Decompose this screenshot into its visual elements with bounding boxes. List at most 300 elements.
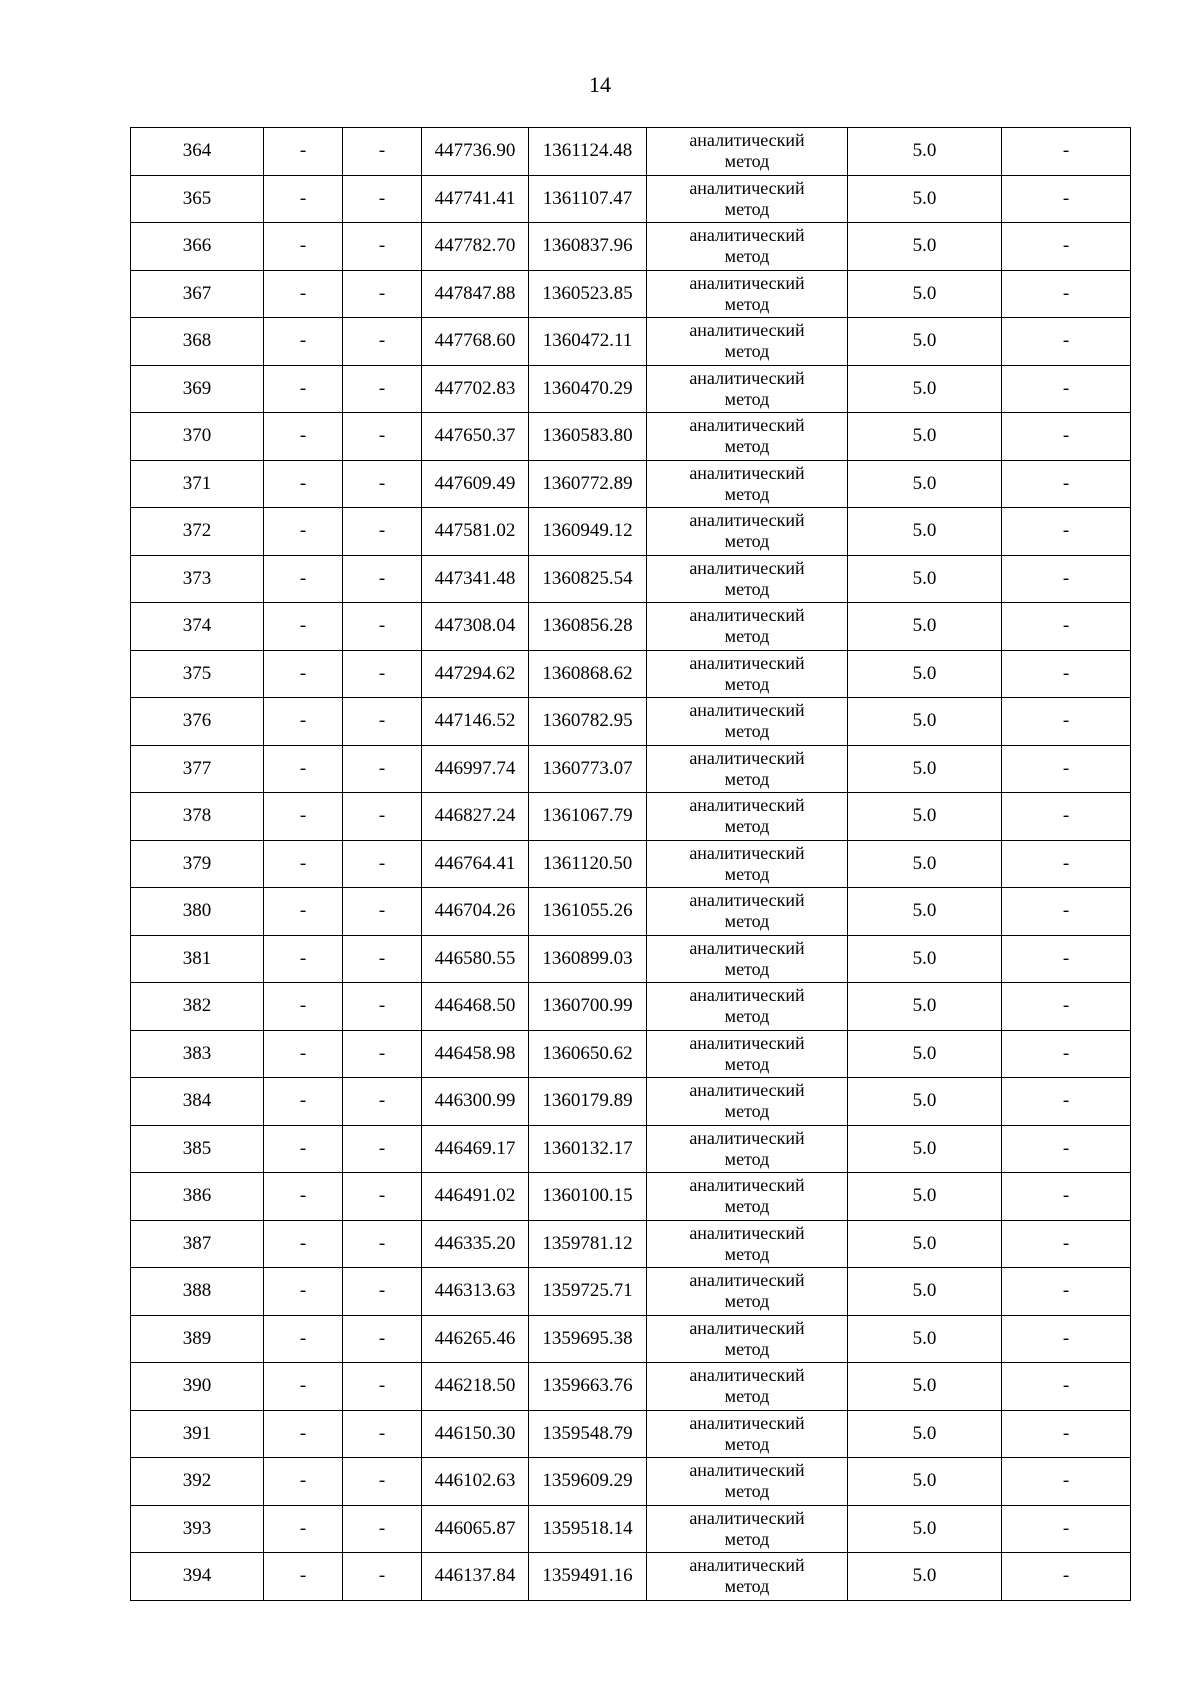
y-coordinate-cell: 1360650.62	[529, 1030, 647, 1078]
method-line-2: метод	[724, 578, 770, 599]
empty-dash-cell: -	[264, 888, 343, 936]
method-cell	[647, 508, 848, 556]
x-coordinate-cell: 446764.41	[422, 840, 529, 888]
point-number-cell: 377	[131, 745, 264, 793]
table-row	[131, 1173, 1131, 1221]
point-number-cell: 390	[131, 1363, 264, 1411]
accuracy-cell: 5.0	[848, 650, 1002, 698]
empty-dash-cell: -	[264, 1173, 343, 1221]
point-number-cell: 381	[131, 935, 264, 983]
accuracy-cell: 5.0	[848, 1315, 1002, 1363]
empty-dash-cell: -	[1002, 1505, 1131, 1553]
y-coordinate-cell: 1360100.15	[529, 1173, 647, 1221]
empty-dash-cell: -	[343, 1030, 422, 1078]
empty-dash-cell: -	[343, 460, 422, 508]
empty-dash-cell: -	[343, 983, 422, 1031]
empty-dash-cell: -	[264, 128, 343, 176]
y-coordinate-cell: 1360179.89	[529, 1078, 647, 1126]
y-coordinate-cell: 1360825.54	[529, 555, 647, 603]
point-number-cell: 394	[131, 1553, 264, 1601]
table-row	[131, 508, 1131, 556]
y-coordinate-cell: 1360899.03	[529, 935, 647, 983]
method-line-1: аналитический	[689, 1080, 805, 1101]
empty-dash-cell: -	[1002, 508, 1131, 556]
table-row	[131, 413, 1131, 461]
table-row	[131, 698, 1131, 746]
point-number-cell: 370	[131, 413, 264, 461]
point-number-cell: 380	[131, 888, 264, 936]
method-cell	[647, 650, 848, 698]
empty-dash-cell: -	[264, 175, 343, 223]
method-line-2: метод	[724, 1101, 770, 1122]
y-coordinate-cell: 1361107.47	[529, 175, 647, 223]
empty-dash-cell: -	[1002, 318, 1131, 366]
method-cell	[647, 175, 848, 223]
method-line-1: аналитический	[689, 177, 805, 198]
empty-dash-cell: -	[264, 1268, 343, 1316]
table-row	[131, 1553, 1131, 1601]
accuracy-cell: 5.0	[848, 223, 1002, 271]
table-row	[131, 555, 1131, 603]
method-cell	[647, 840, 848, 888]
method-line-1: аналитический	[689, 1270, 805, 1291]
method-line-2: метод	[724, 436, 770, 457]
y-coordinate-cell: 1359695.38	[529, 1315, 647, 1363]
method-line-1: аналитический	[689, 557, 805, 578]
method-line-1: аналитический	[689, 652, 805, 673]
empty-dash-cell: -	[264, 935, 343, 983]
method-line-2: метод	[724, 293, 770, 314]
accuracy-cell: 5.0	[848, 840, 1002, 888]
empty-dash-cell: -	[264, 793, 343, 841]
coordinates-table	[130, 127, 1131, 1601]
accuracy-cell: 5.0	[848, 460, 1002, 508]
x-coordinate-cell: 446150.30	[422, 1410, 529, 1458]
empty-dash-cell: -	[1002, 793, 1131, 841]
point-number-cell: 384	[131, 1078, 264, 1126]
x-coordinate-cell: 446458.98	[422, 1030, 529, 1078]
method-line-2: метод	[724, 816, 770, 837]
empty-dash-cell: -	[343, 1078, 422, 1126]
method-line-2: метод	[724, 1006, 770, 1027]
method-cell	[647, 1458, 848, 1506]
y-coordinate-cell: 1361055.26	[529, 888, 647, 936]
empty-dash-cell: -	[1002, 1030, 1131, 1078]
point-number-cell: 388	[131, 1268, 264, 1316]
point-number-cell: 383	[131, 1030, 264, 1078]
method-line-1: аналитический	[689, 225, 805, 246]
x-coordinate-cell: 447847.88	[422, 270, 529, 318]
method-line-1: аналитический	[689, 985, 805, 1006]
empty-dash-cell: -	[264, 365, 343, 413]
x-coordinate-cell: 446997.74	[422, 745, 529, 793]
method-line-1: аналитический	[689, 1507, 805, 1528]
x-coordinate-cell: 446580.55	[422, 935, 529, 983]
y-coordinate-cell: 1359518.14	[529, 1505, 647, 1553]
accuracy-cell: 5.0	[848, 1458, 1002, 1506]
empty-dash-cell: -	[1002, 603, 1131, 651]
method-line-1: аналитический	[689, 510, 805, 531]
method-line-2: метод	[724, 1148, 770, 1169]
method-line-2: метод	[724, 721, 770, 742]
empty-dash-cell: -	[343, 935, 422, 983]
method-line-2: метод	[724, 1433, 770, 1454]
y-coordinate-cell: 1360856.28	[529, 603, 647, 651]
y-coordinate-cell: 1360949.12	[529, 508, 647, 556]
accuracy-cell: 5.0	[848, 318, 1002, 366]
empty-dash-cell: -	[1002, 270, 1131, 318]
empty-dash-cell: -	[264, 1410, 343, 1458]
method-line-1: аналитический	[689, 415, 805, 436]
method-line-2: метод	[724, 768, 770, 789]
table-row	[131, 270, 1131, 318]
y-coordinate-cell: 1359548.79	[529, 1410, 647, 1458]
y-coordinate-cell: 1361120.50	[529, 840, 647, 888]
point-number-cell: 366	[131, 223, 264, 271]
x-coordinate-cell: 447768.60	[422, 318, 529, 366]
method-cell	[647, 793, 848, 841]
y-coordinate-cell: 1360470.29	[529, 365, 647, 413]
method-line-1: аналитический	[689, 1175, 805, 1196]
method-line-2: метод	[724, 198, 770, 219]
y-coordinate-cell: 1360132.17	[529, 1125, 647, 1173]
x-coordinate-cell: 446468.50	[422, 983, 529, 1031]
y-coordinate-cell: 1361124.48	[529, 128, 647, 176]
empty-dash-cell: -	[343, 318, 422, 366]
method-line-1: аналитический	[689, 1412, 805, 1433]
empty-dash-cell: -	[343, 603, 422, 651]
method-line-1: аналитический	[689, 605, 805, 626]
empty-dash-cell: -	[264, 555, 343, 603]
point-number-cell: 364	[131, 128, 264, 176]
method-line-1: аналитический	[689, 700, 805, 721]
table-row	[131, 1505, 1131, 1553]
point-number-cell: 387	[131, 1220, 264, 1268]
point-number-cell: 371	[131, 460, 264, 508]
point-number-cell: 392	[131, 1458, 264, 1506]
empty-dash-cell: -	[343, 365, 422, 413]
method-line-2: метод	[724, 958, 770, 979]
method-line-2: метод	[724, 1576, 770, 1597]
empty-dash-cell: -	[1002, 365, 1131, 413]
x-coordinate-cell: 447782.70	[422, 223, 529, 271]
point-number-cell: 375	[131, 650, 264, 698]
empty-dash-cell: -	[343, 1458, 422, 1506]
accuracy-cell: 5.0	[848, 1410, 1002, 1458]
method-cell	[647, 270, 848, 318]
x-coordinate-cell: 447581.02	[422, 508, 529, 556]
method-line-1: аналитический	[689, 1222, 805, 1243]
method-cell	[647, 1315, 848, 1363]
empty-dash-cell: -	[1002, 1125, 1131, 1173]
table-row	[131, 603, 1131, 651]
empty-dash-cell: -	[264, 840, 343, 888]
x-coordinate-cell: 446218.50	[422, 1363, 529, 1411]
empty-dash-cell: -	[343, 650, 422, 698]
empty-dash-cell: -	[343, 555, 422, 603]
empty-dash-cell: -	[1002, 698, 1131, 746]
method-cell	[647, 1505, 848, 1553]
point-number-cell: 389	[131, 1315, 264, 1363]
table-row	[131, 223, 1131, 271]
empty-dash-cell: -	[264, 1553, 343, 1601]
empty-dash-cell: -	[1002, 983, 1131, 1031]
empty-dash-cell: -	[264, 1125, 343, 1173]
y-coordinate-cell: 1361067.79	[529, 793, 647, 841]
accuracy-cell: 5.0	[848, 1268, 1002, 1316]
x-coordinate-cell: 447146.52	[422, 698, 529, 746]
x-coordinate-cell: 446491.02	[422, 1173, 529, 1221]
method-line-2: метод	[724, 626, 770, 647]
point-number-cell: 374	[131, 603, 264, 651]
empty-dash-cell: -	[343, 270, 422, 318]
empty-dash-cell: -	[1002, 1363, 1131, 1411]
table-row	[131, 793, 1131, 841]
point-number-cell: 368	[131, 318, 264, 366]
table-row	[131, 1220, 1131, 1268]
x-coordinate-cell: 446265.46	[422, 1315, 529, 1363]
accuracy-cell: 5.0	[848, 983, 1002, 1031]
method-line-2: метод	[724, 151, 770, 172]
accuracy-cell: 5.0	[848, 698, 1002, 746]
method-cell	[647, 935, 848, 983]
empty-dash-cell: -	[343, 1125, 422, 1173]
page-number: 14	[589, 72, 611, 97]
method-line-2: метод	[724, 531, 770, 552]
method-line-1: аналитический	[689, 1460, 805, 1481]
table-row	[131, 1315, 1131, 1363]
x-coordinate-cell: 446313.63	[422, 1268, 529, 1316]
accuracy-cell: 5.0	[848, 1553, 1002, 1601]
method-line-2: метод	[724, 341, 770, 362]
empty-dash-cell: -	[343, 1505, 422, 1553]
method-line-2: метод	[724, 388, 770, 409]
method-cell	[647, 413, 848, 461]
empty-dash-cell: -	[264, 1030, 343, 1078]
empty-dash-cell: -	[343, 698, 422, 746]
empty-dash-cell: -	[343, 1363, 422, 1411]
method-cell	[647, 603, 848, 651]
point-number-cell: 376	[131, 698, 264, 746]
point-number-cell: 369	[131, 365, 264, 413]
table-row	[131, 745, 1131, 793]
method-line-2: метод	[724, 1481, 770, 1502]
method-cell	[647, 460, 848, 508]
empty-dash-cell: -	[264, 983, 343, 1031]
empty-dash-cell: -	[343, 745, 422, 793]
accuracy-cell: 5.0	[848, 1173, 1002, 1221]
table-row	[131, 1078, 1131, 1126]
table-row	[131, 1410, 1131, 1458]
accuracy-cell: 5.0	[848, 1125, 1002, 1173]
empty-dash-cell: -	[343, 1315, 422, 1363]
x-coordinate-cell: 447741.41	[422, 175, 529, 223]
accuracy-cell: 5.0	[848, 555, 1002, 603]
method-line-1: аналитический	[689, 130, 805, 151]
point-number-cell: 378	[131, 793, 264, 841]
y-coordinate-cell: 1360472.11	[529, 318, 647, 366]
empty-dash-cell: -	[343, 128, 422, 176]
method-line-2: метод	[724, 1291, 770, 1312]
method-cell	[647, 318, 848, 366]
y-coordinate-cell: 1360772.89	[529, 460, 647, 508]
method-cell	[647, 888, 848, 936]
empty-dash-cell: -	[343, 413, 422, 461]
y-coordinate-cell: 1359781.12	[529, 1220, 647, 1268]
empty-dash-cell: -	[1002, 1173, 1131, 1221]
point-number-cell: 386	[131, 1173, 264, 1221]
method-line-1: аналитический	[689, 1555, 805, 1576]
y-coordinate-cell: 1360523.85	[529, 270, 647, 318]
method-line-1: аналитический	[689, 367, 805, 388]
accuracy-cell: 5.0	[848, 270, 1002, 318]
method-cell	[647, 223, 848, 271]
y-coordinate-cell: 1360868.62	[529, 650, 647, 698]
empty-dash-cell: -	[264, 1315, 343, 1363]
point-number-cell: 365	[131, 175, 264, 223]
point-number-cell: 367	[131, 270, 264, 318]
x-coordinate-cell: 447650.37	[422, 413, 529, 461]
method-cell	[647, 983, 848, 1031]
empty-dash-cell: -	[1002, 935, 1131, 983]
table-row	[131, 650, 1131, 698]
accuracy-cell: 5.0	[848, 1078, 1002, 1126]
empty-dash-cell: -	[264, 1458, 343, 1506]
accuracy-cell: 5.0	[848, 603, 1002, 651]
table-row	[131, 1030, 1131, 1078]
table-row	[131, 935, 1131, 983]
empty-dash-cell: -	[343, 1410, 422, 1458]
x-coordinate-cell: 447341.48	[422, 555, 529, 603]
table-row	[131, 1125, 1131, 1173]
method-cell	[647, 555, 848, 603]
empty-dash-cell: -	[1002, 128, 1131, 176]
empty-dash-cell: -	[1002, 1410, 1131, 1458]
empty-dash-cell: -	[343, 1173, 422, 1221]
empty-dash-cell: -	[1002, 223, 1131, 271]
table-row	[131, 318, 1131, 366]
method-line-2: метод	[724, 246, 770, 267]
accuracy-cell: 5.0	[848, 745, 1002, 793]
method-line-2: метод	[724, 1196, 770, 1217]
empty-dash-cell: -	[1002, 460, 1131, 508]
x-coordinate-cell: 446137.84	[422, 1553, 529, 1601]
accuracy-cell: 5.0	[848, 888, 1002, 936]
empty-dash-cell: -	[264, 1078, 343, 1126]
empty-dash-cell: -	[343, 840, 422, 888]
empty-dash-cell: -	[264, 603, 343, 651]
accuracy-cell: 5.0	[848, 1220, 1002, 1268]
x-coordinate-cell: 446827.24	[422, 793, 529, 841]
accuracy-cell: 5.0	[848, 508, 1002, 556]
method-line-1: аналитический	[689, 1365, 805, 1386]
x-coordinate-cell: 446469.17	[422, 1125, 529, 1173]
empty-dash-cell: -	[1002, 1553, 1131, 1601]
empty-dash-cell: -	[264, 318, 343, 366]
x-coordinate-cell: 446300.99	[422, 1078, 529, 1126]
x-coordinate-cell: 447294.62	[422, 650, 529, 698]
method-cell	[647, 1030, 848, 1078]
empty-dash-cell: -	[1002, 1078, 1131, 1126]
empty-dash-cell: -	[1002, 175, 1131, 223]
x-coordinate-cell: 446335.20	[422, 1220, 529, 1268]
method-cell	[647, 1410, 848, 1458]
empty-dash-cell: -	[264, 698, 343, 746]
method-line-1: аналитический	[689, 462, 805, 483]
x-coordinate-cell: 447308.04	[422, 603, 529, 651]
empty-dash-cell: -	[1002, 555, 1131, 603]
method-line-2: метод	[724, 483, 770, 504]
point-number-cell: 382	[131, 983, 264, 1031]
empty-dash-cell: -	[343, 793, 422, 841]
method-line-1: аналитический	[689, 272, 805, 293]
y-coordinate-cell: 1359663.76	[529, 1363, 647, 1411]
empty-dash-cell: -	[343, 1268, 422, 1316]
point-number-cell: 379	[131, 840, 264, 888]
point-number-cell: 393	[131, 1505, 264, 1553]
empty-dash-cell: -	[1002, 888, 1131, 936]
x-coordinate-cell: 446704.26	[422, 888, 529, 936]
method-cell	[647, 365, 848, 413]
table-row	[131, 365, 1131, 413]
point-number-cell: 391	[131, 1410, 264, 1458]
y-coordinate-cell: 1360773.07	[529, 745, 647, 793]
table-row	[131, 1363, 1131, 1411]
table-row	[131, 840, 1131, 888]
method-cell	[647, 1363, 848, 1411]
empty-dash-cell: -	[343, 175, 422, 223]
x-coordinate-cell: 447609.49	[422, 460, 529, 508]
accuracy-cell: 5.0	[848, 1030, 1002, 1078]
method-line-2: метод	[724, 1528, 770, 1549]
method-line-1: аналитический	[689, 1032, 805, 1053]
empty-dash-cell: -	[1002, 1315, 1131, 1363]
point-number-cell: 372	[131, 508, 264, 556]
empty-dash-cell: -	[264, 1505, 343, 1553]
empty-dash-cell: -	[343, 508, 422, 556]
method-cell	[647, 1268, 848, 1316]
method-line-2: метод	[724, 1053, 770, 1074]
method-line-1: аналитический	[689, 937, 805, 958]
y-coordinate-cell: 1359491.16	[529, 1553, 647, 1601]
empty-dash-cell: -	[264, 270, 343, 318]
empty-dash-cell: -	[264, 1363, 343, 1411]
empty-dash-cell: -	[343, 1220, 422, 1268]
empty-dash-cell: -	[264, 745, 343, 793]
y-coordinate-cell: 1360583.80	[529, 413, 647, 461]
accuracy-cell: 5.0	[848, 365, 1002, 413]
method-cell	[647, 1553, 848, 1601]
method-line-2: метод	[724, 1386, 770, 1407]
y-coordinate-cell: 1360700.99	[529, 983, 647, 1031]
x-coordinate-cell: 447736.90	[422, 128, 529, 176]
y-coordinate-cell: 1360837.96	[529, 223, 647, 271]
method-line-2: метод	[724, 863, 770, 884]
empty-dash-cell: -	[343, 888, 422, 936]
accuracy-cell: 5.0	[848, 128, 1002, 176]
empty-dash-cell: -	[1002, 745, 1131, 793]
empty-dash-cell: -	[1002, 840, 1131, 888]
method-line-1: аналитический	[689, 747, 805, 768]
method-line-2: метод	[724, 1243, 770, 1264]
empty-dash-cell: -	[1002, 1220, 1131, 1268]
table-row	[131, 460, 1131, 508]
empty-dash-cell: -	[264, 508, 343, 556]
method-cell	[647, 128, 848, 176]
empty-dash-cell: -	[264, 460, 343, 508]
method-cell	[647, 1220, 848, 1268]
empty-dash-cell: -	[264, 1220, 343, 1268]
